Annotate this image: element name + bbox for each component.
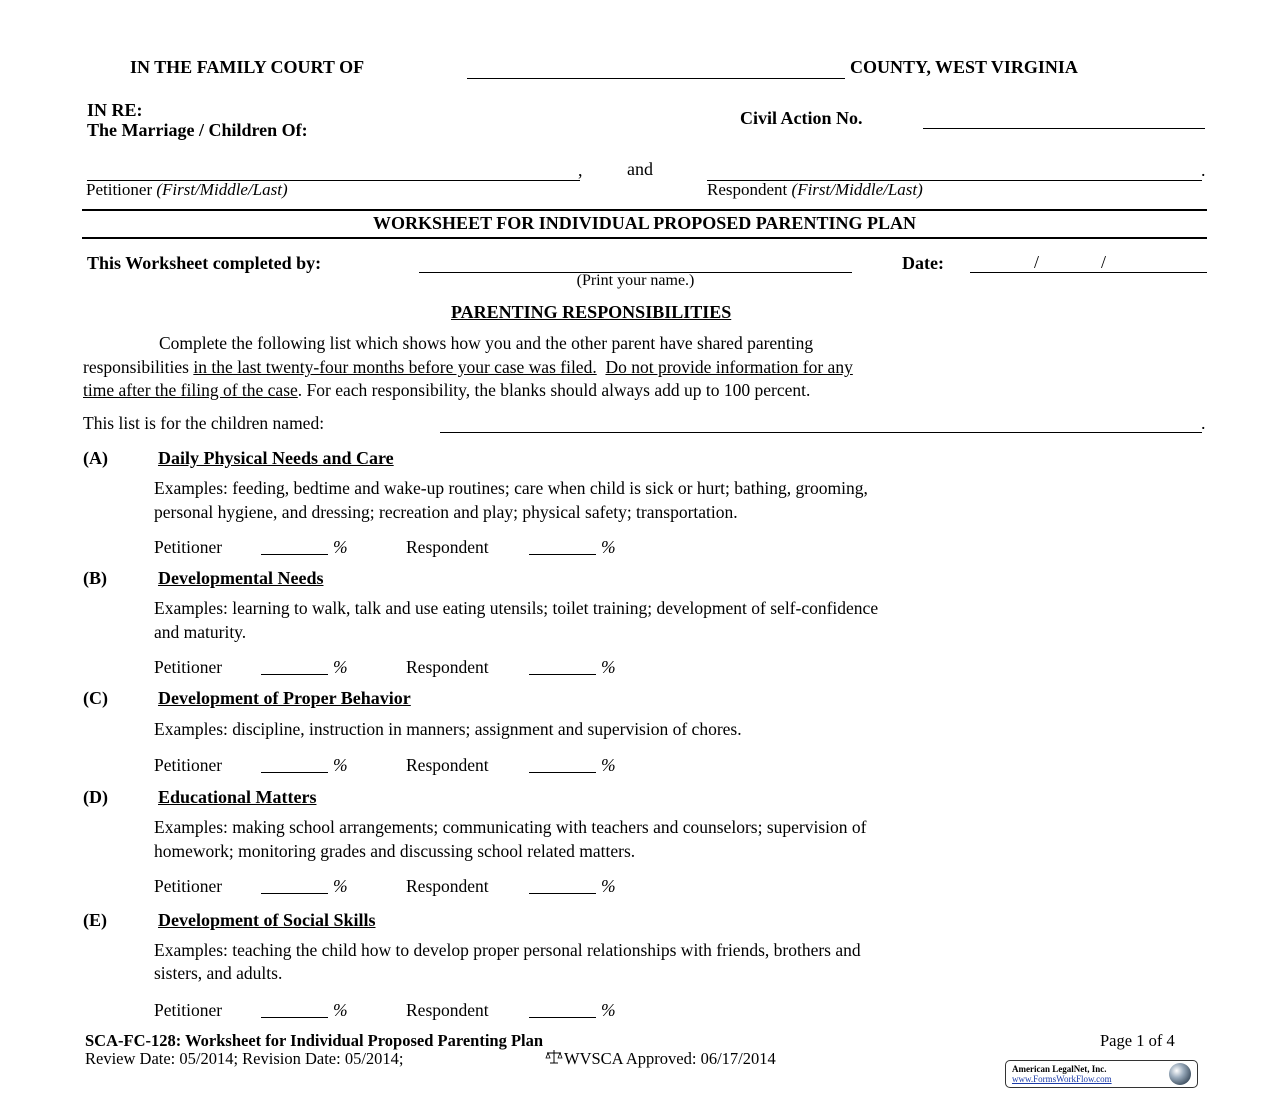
percent-sign: %	[601, 755, 616, 775]
respondent-caption-label: Respondent	[707, 180, 788, 199]
item-title: Developmental Needs	[158, 568, 324, 588]
petitioner-percent-field[interactable]	[261, 893, 328, 894]
respondent-percent-field[interactable]	[529, 1017, 596, 1018]
item-letter: (A)	[83, 448, 108, 468]
percent-sign: %	[333, 657, 348, 677]
item-title: Development of Proper Behavior	[158, 688, 411, 708]
american-legalnet-logo[interactable]	[1005, 1060, 1198, 1088]
civil-action-label: Civil Action No.	[740, 108, 863, 128]
respondent-label: Respondent	[406, 755, 489, 775]
title-rule-top	[82, 209, 1207, 211]
date-field[interactable]	[970, 272, 1207, 273]
respondent-percent-field[interactable]	[529, 554, 596, 555]
petitioner-caption	[86, 180, 288, 200]
petitioner-label: Petitioner	[154, 755, 223, 775]
item-title: Development of Social Skills	[158, 910, 376, 930]
petitioner-percent-field[interactable]	[261, 674, 328, 675]
children-names-field[interactable]	[440, 432, 1202, 433]
in-re-label: IN RE:	[87, 100, 143, 120]
item-letter: (D)	[83, 787, 108, 807]
respondent-label: Respondent	[406, 876, 489, 896]
and-label: and	[627, 159, 653, 179]
respondent-percent-field[interactable]	[529, 893, 596, 894]
petitioner-label: Petitioner	[154, 657, 223, 677]
item-title: Daily Physical Needs and Care	[158, 448, 394, 468]
percent-sign: %	[333, 876, 348, 896]
intro-line-1: Complete the following list which shows how you and the other parent have shared parenting	[159, 333, 814, 353]
respondent-label: Respondent	[406, 1000, 489, 1020]
children-period: .	[1201, 413, 1206, 433]
respondent-caption-format: (First/Middle/Last)	[791, 180, 923, 199]
item-example-line-1: Examples: feeding, bedtime and wake-up routines; care when child is sick or hurt; bathing, grooming,	[154, 478, 868, 498]
petitioner-caption-format: (First/Middle/Last)	[156, 180, 288, 199]
intro-line-3-end: . For each responsibility, the blanks should always add up to 100 percent.	[297, 380, 811, 400]
intro-line-2-start: responsibilities	[83, 357, 194, 377]
date-slash-2: /	[1101, 252, 1107, 272]
item-example-line-2: sisters, and adults.	[154, 963, 283, 983]
percent-sign: %	[333, 755, 348, 775]
date-label: Date:	[902, 253, 944, 273]
petitioner-label: Petitioner	[154, 1000, 223, 1020]
respondent-percent-field[interactable]	[529, 674, 596, 675]
intro-line-2	[83, 356, 853, 380]
logo-company-name: American LegalNet, Inc.	[1012, 1064, 1107, 1074]
title-rule-bottom	[82, 237, 1207, 239]
percent-sign: %	[601, 1000, 616, 1020]
petitioner-percent-field[interactable]	[261, 772, 328, 773]
respondent-label: Respondent	[406, 537, 489, 557]
respondent-percent-field[interactable]	[529, 772, 596, 773]
court-prefix: IN THE FAMILY COURT OF	[130, 57, 365, 77]
print-name-hint: (Print your name.)	[576, 272, 695, 289]
scales-of-justice-icon	[545, 1048, 563, 1066]
intro-emphasis-3: time after the filing of the case	[83, 380, 298, 400]
item-example-line-2: personal hygiene, and dressing; recreation and play; physical safety; transportation.	[154, 502, 738, 522]
comma: ,	[578, 160, 583, 180]
item-example-line-2: and maturity.	[154, 622, 247, 642]
item-example-line-1: Examples: discipline, instruction in manners; assignment and supervision of chores.	[154, 719, 742, 739]
petitioner-percent-field[interactable]	[261, 1017, 328, 1018]
period: .	[1201, 160, 1206, 180]
petitioner-label: Petitioner	[154, 876, 223, 896]
marriage-of-label: The Marriage / Children Of:	[87, 120, 308, 140]
item-example-line-2: homework; monitoring grades and discussing school related matters.	[154, 841, 636, 861]
section-title: PARENTING RESPONSIBILITIES	[451, 302, 732, 322]
percent-sign: %	[601, 876, 616, 896]
respondent-caption	[707, 180, 923, 200]
percent-sign: %	[333, 537, 348, 557]
item-letter: (E)	[83, 910, 107, 930]
page-number: Page 1 of 4	[1100, 1031, 1175, 1050]
county-field[interactable]	[467, 78, 845, 79]
petitioner-percent-field[interactable]	[261, 554, 328, 555]
item-example-line-1: Examples: making school arrangements; communicating with teachers and counselors; supervision of	[154, 817, 867, 837]
item-title: Educational Matters	[158, 787, 317, 807]
respondent-label: Respondent	[406, 657, 489, 677]
globe-icon	[1169, 1063, 1191, 1085]
children-label: This list is for the children named:	[83, 413, 325, 433]
intro-line-3	[83, 379, 810, 403]
document-title: WORKSHEET FOR INDIVIDUAL PROPOSED PARENTING PLAN	[373, 213, 916, 233]
item-letter: (B)	[83, 568, 107, 588]
intro-emphasis-1: in the last twenty-four months before your case was filed.	[193, 357, 597, 377]
petitioner-caption-label: Petitioner	[86, 180, 153, 199]
approved-date: WVSCA Approved: 06/17/2014	[564, 1049, 776, 1068]
percent-sign: %	[601, 657, 616, 677]
court-suffix: COUNTY, WEST VIRGINIA	[850, 57, 1078, 77]
civil-action-field[interactable]	[923, 128, 1205, 129]
percent-sign: %	[333, 1000, 348, 1020]
logo-url-link[interactable]: www.FormsWorkFlow.com	[1012, 1074, 1112, 1084]
petitioner-label: Petitioner	[154, 537, 223, 557]
completed-by-label: This Worksheet completed by:	[87, 253, 322, 273]
percent-sign: %	[601, 537, 616, 557]
item-letter: (C)	[83, 688, 108, 708]
intro-emphasis-2: Do not provide information for any	[605, 357, 853, 377]
item-example-line-1: Examples: learning to walk, talk and use eating utensils; toilet training; development of self-confidence	[154, 598, 879, 618]
review-date-prefix: Review Date: 05/2014; Revision Date: 05/2014;	[85, 1049, 404, 1068]
item-example-line-1: Examples: teaching the child how to develop proper personal relationships with friends, brothers and	[154, 940, 861, 960]
date-slash-1: /	[1034, 252, 1040, 272]
form-id: SCA-FC-128: Worksheet for Individual Proposed Parenting Plan	[85, 1031, 544, 1050]
